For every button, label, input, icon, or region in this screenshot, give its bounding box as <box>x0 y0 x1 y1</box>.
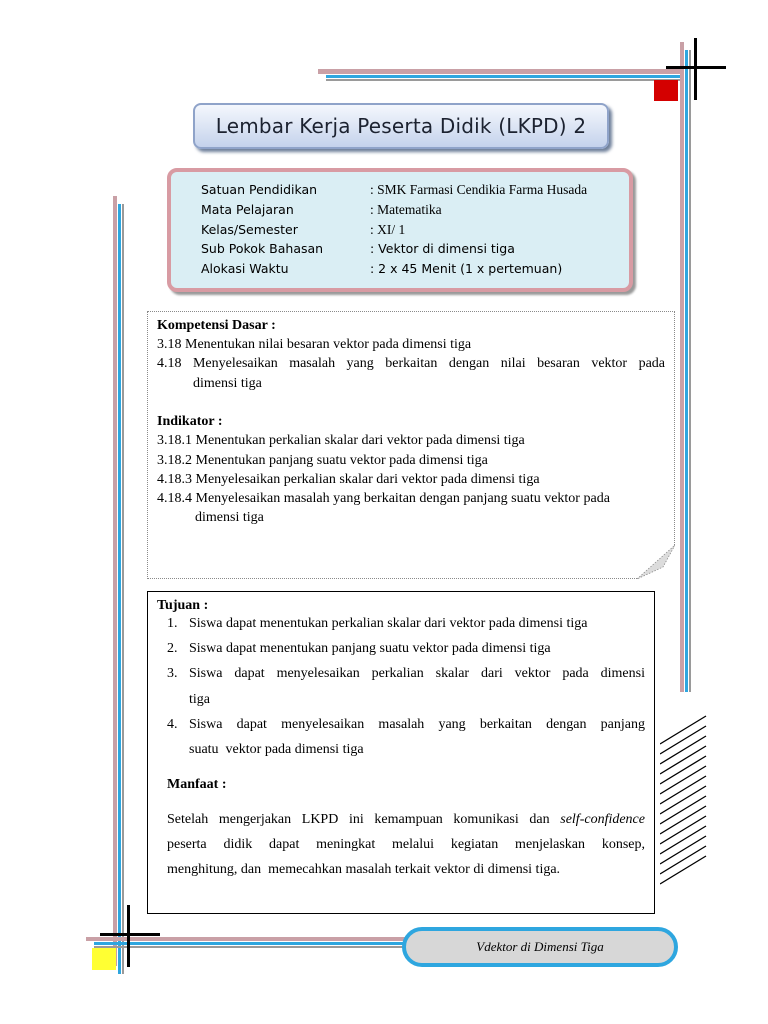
crosshair-top-v <box>694 38 697 100</box>
tujuan-item-4-cont: suatu vektor pada dimensi tiga <box>189 742 364 757</box>
tujuan-num-3: 3. <box>167 666 178 681</box>
kd-4-18-cont: dimensi tiga <box>193 376 262 391</box>
crosshair-top-h <box>666 66 726 69</box>
indikator-4-18-3: 4.18.3 Menyelesaikan perkalian skalar dari vektor pada dimensi tiga <box>157 472 540 487</box>
tujuan-item-3: Siswa dapat menyelesaikan perkalian skalar dari vektor pada dimensi <box>189 666 645 681</box>
tujuan-item-2: Siswa dapat menentukan panjang suatu vektor pada dimensi tiga <box>189 641 551 656</box>
footer-text: Vdektor di Dimensi Tiga <box>476 939 604 954</box>
tujuan-num-1: 1. <box>167 616 178 631</box>
kd-3-18: 3.18 Menentukan nilai besaran vektor pada dimensi tiga <box>157 337 472 352</box>
info-box <box>167 168 633 292</box>
frame-right-pink <box>680 42 684 692</box>
info-value: : XI/ 1 <box>370 222 406 237</box>
frame-bottom-pink <box>86 937 406 941</box>
kd-4-18: 4.18 Menyelesaikan masalah yang berkaitan dengan nilai besaran vektor pada <box>157 356 665 371</box>
info-label: Mata Pelajaran <box>201 202 294 217</box>
info-value: : Vektor di dimensi tiga <box>370 241 515 256</box>
manfaat-line-2: peserta didik dapat meningkat melalui kegiatan menjelaskan konsep, <box>167 837 645 852</box>
crosshair-bottom-h <box>100 933 160 936</box>
title-banner <box>193 103 609 149</box>
footer-label <box>402 927 678 967</box>
crosshair-bottom-v <box>127 905 130 967</box>
indikator-3-18-2: 3.18.2 Menentukan panjang suatu vektor pada dimensi tiga <box>157 453 488 468</box>
info-label: Sub Pokok Bahasan <box>201 241 324 256</box>
frame-right-blue <box>685 50 688 692</box>
frame-left-pink <box>113 196 117 966</box>
tujuan-item-1: Siswa dapat menentukan perkalian skalar dari vektor pada dimensi tiga <box>189 616 588 631</box>
tujuan-item-3-cont: tiga <box>189 692 210 707</box>
frame-left-gray <box>122 204 124 974</box>
manfaat-heading: Manfaat : <box>167 777 227 792</box>
tujuan-heading: Tujuan : <box>157 598 209 613</box>
tujuan-item-4: Siswa dapat menyelesaikan masalah yang berkaitan dengan panjang <box>189 717 645 732</box>
frame-right-gray <box>689 50 691 692</box>
manfaat-line-3: menghitung, dan memecahkan masalah terkait vektor di dimensi tiga. <box>167 862 561 877</box>
kompetensi-box <box>147 311 675 579</box>
info-value: : Matematika <box>370 202 442 217</box>
yellow-square <box>92 948 116 970</box>
diagonal-hatch-decoration <box>660 714 708 888</box>
tujuan-num-2: 2. <box>167 641 178 656</box>
tujuan-box <box>147 591 655 914</box>
info-label: Alokasi Waktu <box>201 261 289 276</box>
frame-top-gray <box>326 79 680 81</box>
manfaat-line-1 <box>167 812 645 828</box>
indikator-4-18-4-cont: dimensi tiga <box>195 510 264 525</box>
frame-bottom-blue <box>94 942 406 945</box>
indikator-3-18-1: 3.18.1 Menentukan perkalian skalar dari vektor pada dimensi tiga <box>157 433 525 448</box>
frame-top-blue <box>326 75 680 78</box>
info-value: : SMK Farmasi Cendikia Farma Husada <box>370 182 588 197</box>
info-value: : 2 x 45 Menit (1 x pertemuan) <box>370 261 563 276</box>
tujuan-num-4: 4. <box>167 717 178 732</box>
frame-top-pink <box>318 69 680 74</box>
indikator-heading: Indikator : <box>157 414 223 429</box>
frame-left-blue <box>118 204 121 974</box>
indikator-4-18-4: 4.18.4 Menyelesaikan masalah yang berkaitan dengan panjang suatu vektor pada <box>157 491 610 506</box>
info-label: Satuan Pendidikan <box>201 182 318 197</box>
kompetensi-heading: Kompetensi Dasar : <box>157 318 276 333</box>
frame-bottom-gray <box>94 946 406 948</box>
page-title: Lembar Kerja Peserta Didik (LKPD) 2 <box>215 114 587 138</box>
red-square <box>654 80 678 101</box>
manfaat-emphasis: self-confidence <box>560 812 645 827</box>
manfaat-text: Setelah mengerjakan LKPD ini kemampuan komunikasi dan <box>167 812 561 827</box>
page-curl-icon <box>637 545 675 579</box>
info-label: Kelas/Semester <box>201 222 298 237</box>
